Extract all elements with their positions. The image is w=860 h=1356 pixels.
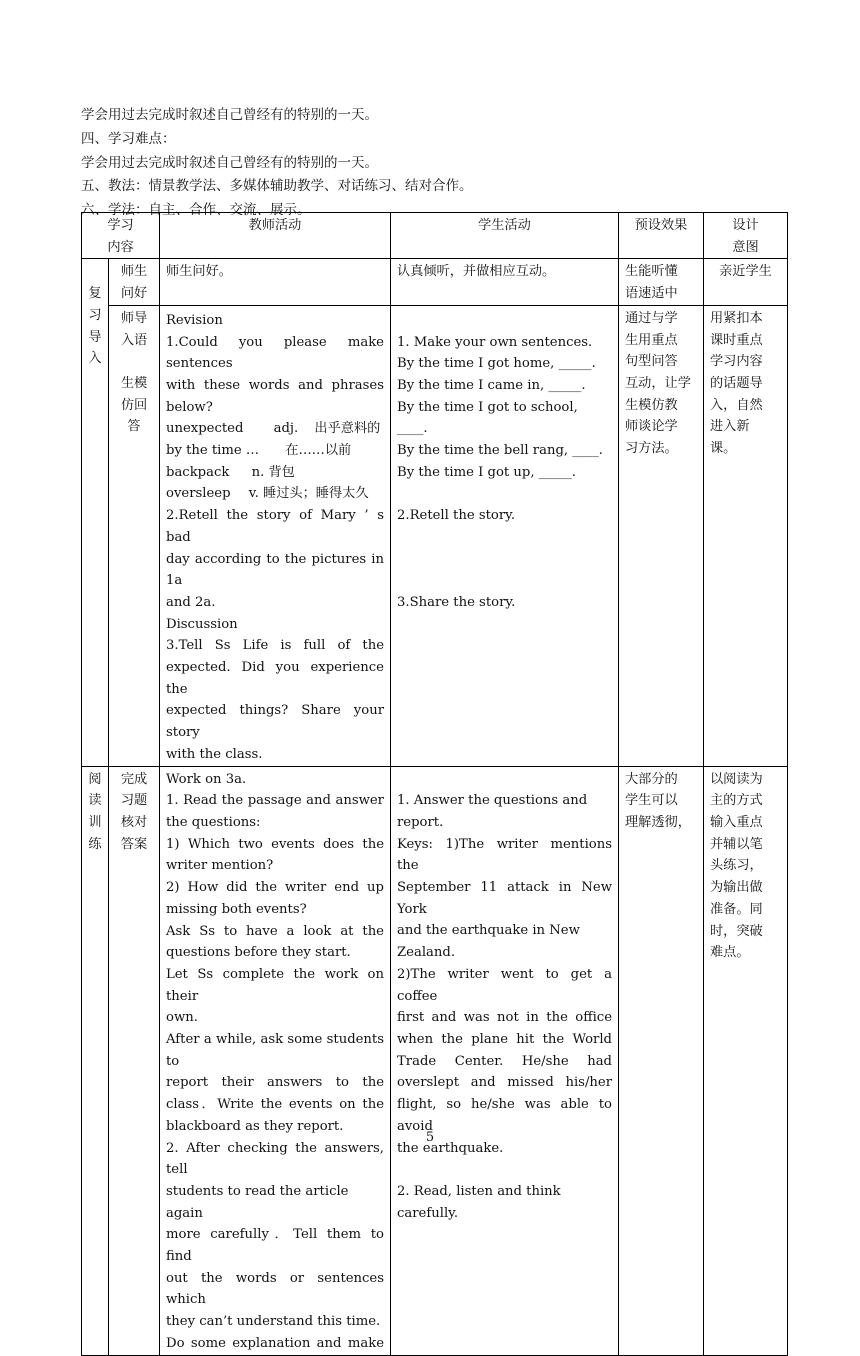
row3-design: 以阅读为 主的方式 输入重点 并辅以笔 头练习， 为输出做 准备。同 时，突破 难点。 (704, 766, 788, 1355)
header-expected-effect: 预设效果 (619, 213, 704, 259)
row1-design: 亲近学生 (704, 259, 788, 305)
header-student-activity: 学生活动 (391, 213, 619, 259)
header-teacher-activity: 教师活动 (160, 213, 391, 259)
table-row (82, 259, 788, 305)
header-design-intent: 设计 意图 (704, 213, 788, 259)
row1-student: 认真倾听，并做相应互动。 (391, 259, 619, 305)
row1-teacher: 师生问好。 (160, 259, 391, 305)
table-row (82, 305, 788, 766)
teaching-methods: 五、教法：情景教学法、多媒体辅助教学、对话练习、结对合作。 (81, 178, 473, 195)
header-content: 学习 内容 (82, 213, 160, 259)
row2-effect: 通过与学 生用重点 句型问答 互动，让学 生模仿教 师谈论学 习方法。 (619, 305, 704, 766)
learning-methods: 六、学法：自主、合作、交流、展示。 (81, 202, 311, 219)
difficulty-text: 学会用过去完成时叙述自己曾经有的特别的一天。 (81, 154, 378, 171)
section-review-intro: 复 习 导 入 (82, 259, 109, 766)
table-row (82, 766, 788, 1355)
difficulty-heading: 四、学习难点： (81, 130, 176, 147)
table-header-row (82, 213, 788, 259)
row2-teacher: Revision 1.Could you please make sentences with these words and phrases below? unexpected adj. 出乎意料的 by the time … 在……以前 backpack n. 背包 oversleep v. 睡过头；睡得太久 2.Retell the story of Mary ’ s bad day according to the pictures in 1a and 2a. Discussion 3.Tell Ss Life is full of the expected. Did you experience the expected things? Share your story with the class. (160, 305, 391, 766)
row1-effect: 生能听懂 语速适中 (619, 259, 704, 305)
lesson-plan-table (81, 212, 788, 1356)
row2-student: 1. Make your own sentences. By the time I got home, _____. By the time I came in, _____. By the time I got to school, ____. By the time the bell rang, ____. By the time I got up, _____. 2.Retell the story. 3.Share the story. (391, 305, 619, 766)
row2-design: 用紧扣本 课时重点 学习内容 的话题导 入，自然 进入新 课。 (704, 305, 788, 766)
intro-line-1: 学会用过去完成时叙述自己曾经有的特别的一天。 (81, 107, 378, 123)
intro-text (81, 104, 801, 223)
sub-greeting: 师生 问好 (109, 259, 160, 305)
section-reading-practice: 阅 读 训 练 (82, 766, 109, 1355)
row3-effect: 大部分的 学生可以 理解透彻， (619, 766, 704, 1355)
sub-exercise-check: 完成 习题 核对 答案 (109, 766, 160, 1355)
row3-teacher: Work on 3a. 1. Read the passage and answer the questions: 1) Which two events does the writer mention? 2) How did the writer end up missing both events? Ask Ss to have a look at the questions before they start. Let Ss complete the work on their own. After a while, ask some students to report their answers to the class．Write the events on the blackboard as they report. 2. After checking the answers, tell students to read the article again more carefully．Tell them to find out the words or sentences which they can’t understand this time. Do some explanation and make (160, 766, 391, 1355)
row3-student: 1. Answer the questions and report. Keys: 1)The writer mentions the September 11 attack in New York and the earthquake in New Zealand. 2)The writer went to get a coffee first and was not in the office when the plane hit the World Trade Center. He/she had overslept and missed his/her flight, so he/she was able to avoid the earthquake. 2. Read, listen and think carefully. (391, 766, 619, 1355)
sub-lead-in: 师导 入语 生模 仿回 答 (109, 305, 160, 766)
page-number: 5 (425, 1130, 435, 1145)
